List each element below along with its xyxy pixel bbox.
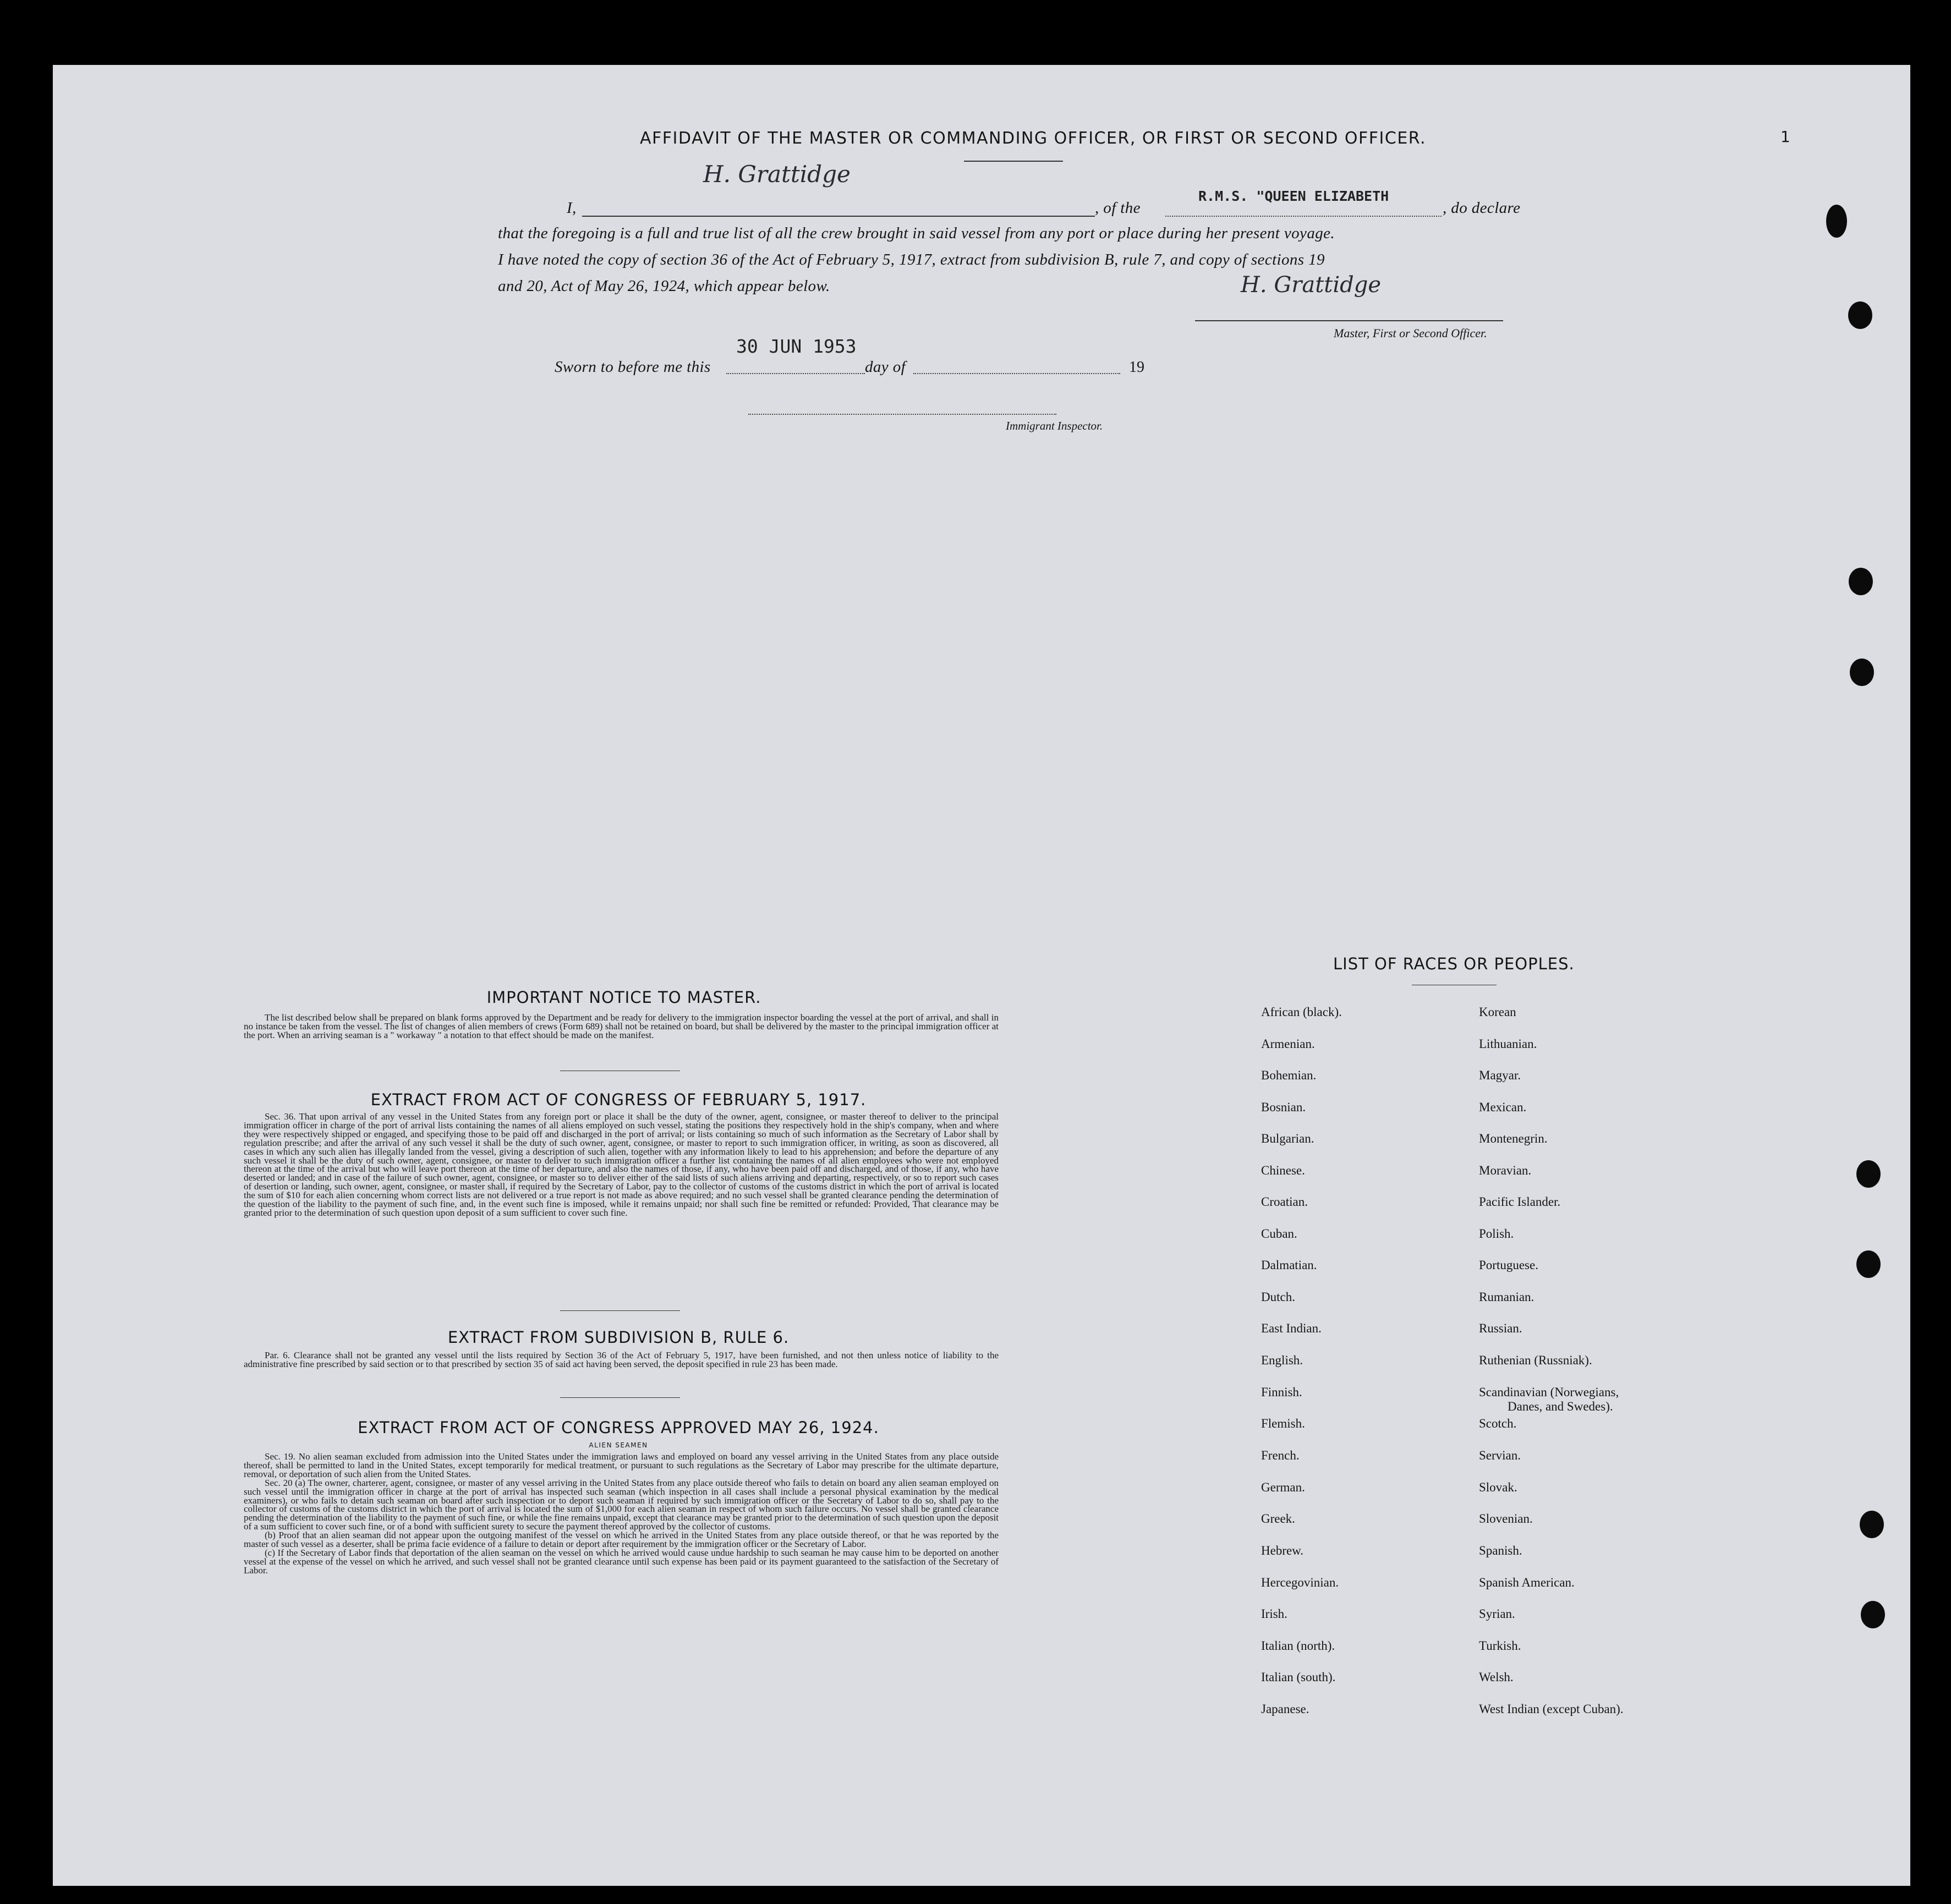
affidavit-of-the: , of the bbox=[1095, 199, 1141, 217]
affidavit-line3: I have noted the copy of section 36 of the Act of February 5, 1917, extract from subdivision B, rule 7, and copy of sections 19 bbox=[498, 251, 1325, 268]
punch-hole bbox=[1849, 568, 1873, 595]
race-item: Hercegovinian. bbox=[1261, 1576, 1339, 1589]
affidavit-do-declare: , do declare bbox=[1443, 199, 1521, 217]
race-item: West Indian (except Cuban). bbox=[1479, 1702, 1624, 1716]
race-item: Moravian. bbox=[1479, 1164, 1532, 1177]
affidavit-line2: that the foregoing is a full and true list of all the crew brought in said vessel from any port or place during her present voyage. bbox=[498, 224, 1335, 242]
document-page bbox=[53, 65, 1910, 1886]
race-item: French. bbox=[1261, 1448, 1300, 1462]
vessel-line bbox=[1165, 216, 1442, 217]
race-item: Spanish American. bbox=[1479, 1576, 1575, 1589]
race-item: Rumanian. bbox=[1479, 1290, 1535, 1304]
race-item: Greek. bbox=[1261, 1512, 1295, 1526]
sec-20b-paragraph: (b) Proof that an alien seaman did not appear upon the outgoing manifest of the vessel on which he arrived in the United States from any place outside thereof, or that he was reported by the master of such vessel as a deserter, shall be prima facie evidence of a failure to detain or deport after requirement by the immigration officer or the Secretary of Labor. bbox=[244, 1530, 999, 1550]
race-item: Hebrew. bbox=[1261, 1544, 1304, 1557]
race-item: Pacific Islander. bbox=[1479, 1195, 1561, 1209]
extract-subdivision-title: EXTRACT FROM SUBDIVISION B, RULE 6. bbox=[447, 1328, 790, 1347]
race-item: Korean bbox=[1479, 1005, 1516, 1019]
race-item: Magyar. bbox=[1479, 1068, 1521, 1082]
extract-1924-body bbox=[244, 1452, 999, 1575]
race-item: Montenegrin. bbox=[1479, 1132, 1548, 1145]
race-item: Ruthenian (Russniak). bbox=[1479, 1353, 1592, 1367]
sworn-prefix: Sworn to before me this bbox=[555, 358, 711, 376]
extract-1917-title: EXTRACT FROM ACT OF CONGRESS OF FEBRUARY 5, 1917. bbox=[370, 1090, 867, 1109]
punch-hole bbox=[1856, 1250, 1881, 1278]
signature-top: H. Grattidge bbox=[703, 161, 851, 188]
signature-bottom: H. Grattidge bbox=[1241, 272, 1382, 298]
race-item: Armenian. bbox=[1261, 1037, 1315, 1051]
race-item: Scandinavian (Norwegians, bbox=[1479, 1385, 1619, 1399]
race-item: Slovenian. bbox=[1479, 1512, 1533, 1526]
race-item: Welsh. bbox=[1479, 1670, 1514, 1684]
title-rule bbox=[964, 161, 1063, 162]
race-item: Bulgarian. bbox=[1261, 1132, 1314, 1145]
race-item: Spanish. bbox=[1479, 1544, 1522, 1557]
race-item: English. bbox=[1261, 1353, 1303, 1367]
punch-hole bbox=[1860, 1511, 1884, 1538]
race-item: Italian (north). bbox=[1261, 1639, 1335, 1653]
date-stamp: 30 JUN 1953 bbox=[736, 336, 857, 357]
name-line bbox=[582, 216, 1095, 217]
extract-1917-body bbox=[244, 1112, 999, 1217]
race-item: Lithuanian. bbox=[1479, 1037, 1537, 1051]
race-item: Servian. bbox=[1479, 1448, 1521, 1462]
race-item: Bosnian. bbox=[1261, 1100, 1306, 1114]
race-item: Irish. bbox=[1261, 1607, 1287, 1621]
punch-hole bbox=[1848, 301, 1872, 329]
extract-1924-subtitle: ALIEN SEAMEN bbox=[589, 1441, 648, 1449]
vessel-stamp: R.M.S. "QUEEN ELIZABETH bbox=[1198, 188, 1389, 204]
race-item: Italian (south). bbox=[1261, 1670, 1336, 1684]
race-item: Dutch. bbox=[1261, 1290, 1295, 1304]
race-item: East Indian. bbox=[1261, 1321, 1322, 1335]
sec-19-paragraph: Sec. 19. No alien seaman excluded from admission into the United States under the immigration laws and employed on board any vessel arriving in the United States from any place outside thereof, shall be permitted to land in the United States, except temporarily for medical treatment, or pursuant to such regulations as the Secretary of Labor may prescribe for the ultimate departure, removal, or deportation of such alien from the United States. bbox=[244, 1451, 999, 1479]
extract-subdivision-rule bbox=[560, 1397, 680, 1398]
race-item: Russian. bbox=[1479, 1321, 1522, 1335]
affidavit-line1-prefix: I, bbox=[567, 199, 577, 217]
punch-hole bbox=[1861, 1601, 1885, 1628]
notice-paragraph: The list described below shall be prepared on blank forms approved by the Department and be ready for delivery to the immigration inspector boarding the vessel at the port of arrival, and shall in no instance be taken from the vessel. The list of changes of alien members of crews (Form 689) shall not be retained on board, but shall be delivered by the master to the principal immigration officer at the port. When an arriving seaman is a " workaway " a notation to that effect should be made on the manifest. bbox=[244, 1012, 999, 1040]
punch-hole bbox=[1856, 1160, 1881, 1188]
sworn-day-of: day of bbox=[865, 358, 906, 376]
race-item: Bohemian. bbox=[1261, 1068, 1317, 1082]
race-item: Chinese. bbox=[1261, 1164, 1305, 1177]
extract-subdivision-body bbox=[244, 1351, 999, 1369]
inspector-caption: Immigrant Inspector. bbox=[1006, 419, 1103, 432]
sec-20c-paragraph: (c) If the Secretary of Labor finds that deportation of the alien seaman on the vessel on which he arrived would cause undue hardship to such seaman he may cause him to be deported on another vessel at the expense of the vessel on which he arrived, and such vessel shall not be granted clearance until such expense has been paid or its payment guaranteed to the satisfaction of the Secretary of Labor. bbox=[244, 1547, 999, 1576]
punch-hole bbox=[1826, 205, 1847, 238]
races-title: LIST OF RACES OR PEOPLES. bbox=[1333, 954, 1575, 973]
page-number: 1 bbox=[1780, 128, 1790, 146]
notice-title: IMPORTANT NOTICE TO MASTER. bbox=[486, 988, 761, 1007]
sec-36-paragraph: Sec. 36. That upon arrival of any vessel in the United States from any foreign port or place it shall be the duty of the owner, agent, consignee, or master thereof to deliver to the principal immigration officer in charge of the port of arrival lists containing the names of all aliens employed on such vessel, stating the positions they respectively hold in the ship's company, when and where they were respectively shipped or engaged, and specifying those to be paid off and discharged in the port of arrival; or lists containing so much of such information as the Secretary of Labor shall by regulation prescribe; and after the arrival of any such vessel it shall be the duty of such owner, agent, consignee, or master to report to such immigration officer, in writing, as soon as discovered, all cases in which any such alien has illegally landed from the vessel, giving a description of such alien, together with any information likely to lead to his apprehension; and before the departure of any such vessel it shall be the duty of such owner, agent, consignee, or master to deliver to such immigration officer a further list containing the names of all alien employees who were not employed thereon at the time of the arrival but who will leave port thereon at the time of her departure, and also the names of those, if any, who have been paid off and discharged, and of those, if any, who have deserted or landed; and in case of the failure of such owner, agent, consignee, or master so to deliver either of the said lists of such aliens arriving and departing, respectively, or so to report such cases of desertion or landing, such owner, agent, consignee, or master shall, if required by the Secretary of Labor, pay to the collector of customs of the customs district in which the port of arrival is located the sum of $10 for each alien concerning whom correct lists are not delivered or a true report is not made as above required; and no such vessel shall be granted clearance pending the determination of the question of the liability to the payment of such fine, and, in the event such fine is imposed, while it remains unpaid; nor shall such fine be remitted or refunded: Provided, That clearance may be granted prior to the determination of such question upon deposit of a sum sufficient to cover such fine. bbox=[244, 1111, 999, 1218]
master-signature-line bbox=[1195, 320, 1503, 321]
race-item: Cuban. bbox=[1261, 1227, 1297, 1241]
master-caption: Master, First or Second Officer. bbox=[1334, 326, 1487, 340]
race-item: German. bbox=[1261, 1480, 1305, 1494]
race-item: Finnish. bbox=[1261, 1385, 1302, 1399]
race-item: Syrian. bbox=[1479, 1607, 1515, 1621]
affidavit-line4: and 20, Act of May 26, 1924, which appear below. bbox=[498, 277, 830, 295]
race-item: Dalmatian. bbox=[1261, 1258, 1317, 1272]
notice-body bbox=[244, 1013, 999, 1040]
inspector-line bbox=[748, 414, 1056, 415]
race-item: Turkish. bbox=[1479, 1639, 1521, 1653]
race-item: Flemish. bbox=[1261, 1417, 1305, 1430]
race-item-continuation: Danes, and Swedes). bbox=[1508, 1400, 1613, 1413]
race-item: Croatian. bbox=[1261, 1195, 1308, 1209]
sworn-day-line bbox=[726, 373, 865, 374]
sec-20a-paragraph: Sec. 20 (a) The owner, charterer, agent, consignee, or master of any vessel arriving in the United States from any place outside thereof who fails to detain on board any alien seaman employed on such vessel until the immigration officer in charge at the port of arrival has inspected such seaman (which inspection in all cases shall include a personal physical examination by the medical examiners), or who fails to detain such seaman on board after such inspection or to deport such seaman if required by such immigration officer or the Secretary of Labor to do so, shall pay to the collector of customs of the customs district in which the port of arrival is located the sum of $1,000 for each alien seaman in respect of whom such failure occurs. No vessel shall be granted clearance pending the determination of the liability to the payment of such fine, or while the fine remains unpaid, except that clearance may be granted prior to the determination of such question upon the deposit of a sum sufficient to cover such fine, or of a bond with sufficient surety to secure the payment thereof approved by the collector of customs. bbox=[244, 1477, 999, 1532]
extract-1924-title: EXTRACT FROM ACT OF CONGRESS APPROVED MAY 26, 1924. bbox=[358, 1418, 879, 1437]
race-item: Polish. bbox=[1479, 1227, 1514, 1241]
race-item: Mexican. bbox=[1479, 1100, 1527, 1114]
sworn-month-line bbox=[913, 373, 1120, 374]
par-6-paragraph: Par. 6. Clearance shall not be granted any vessel until the lists required by Section 36 of the Act of February 5, 1917, have been furnished, and not then unless notice of liability to the administrative fine prescribed by said section or to that prescribed by section 35 of said act having been served, the deposit specified in rule 23 has been made. bbox=[244, 1350, 999, 1369]
sworn-year: 19 bbox=[1129, 359, 1144, 376]
punch-hole bbox=[1850, 659, 1874, 686]
race-item: Scotch. bbox=[1479, 1417, 1517, 1430]
extract-1917-rule bbox=[560, 1310, 680, 1311]
race-item: Slovak. bbox=[1479, 1480, 1517, 1494]
race-item: Portuguese. bbox=[1479, 1258, 1538, 1272]
race-item: African (black). bbox=[1261, 1005, 1342, 1019]
race-item: Japanese. bbox=[1261, 1702, 1309, 1716]
affidavit-title: AFFIDAVIT OF THE MASTER OR COMMANDING OFFICER, OR FIRST OR SECOND OFFICER. bbox=[640, 129, 1427, 148]
